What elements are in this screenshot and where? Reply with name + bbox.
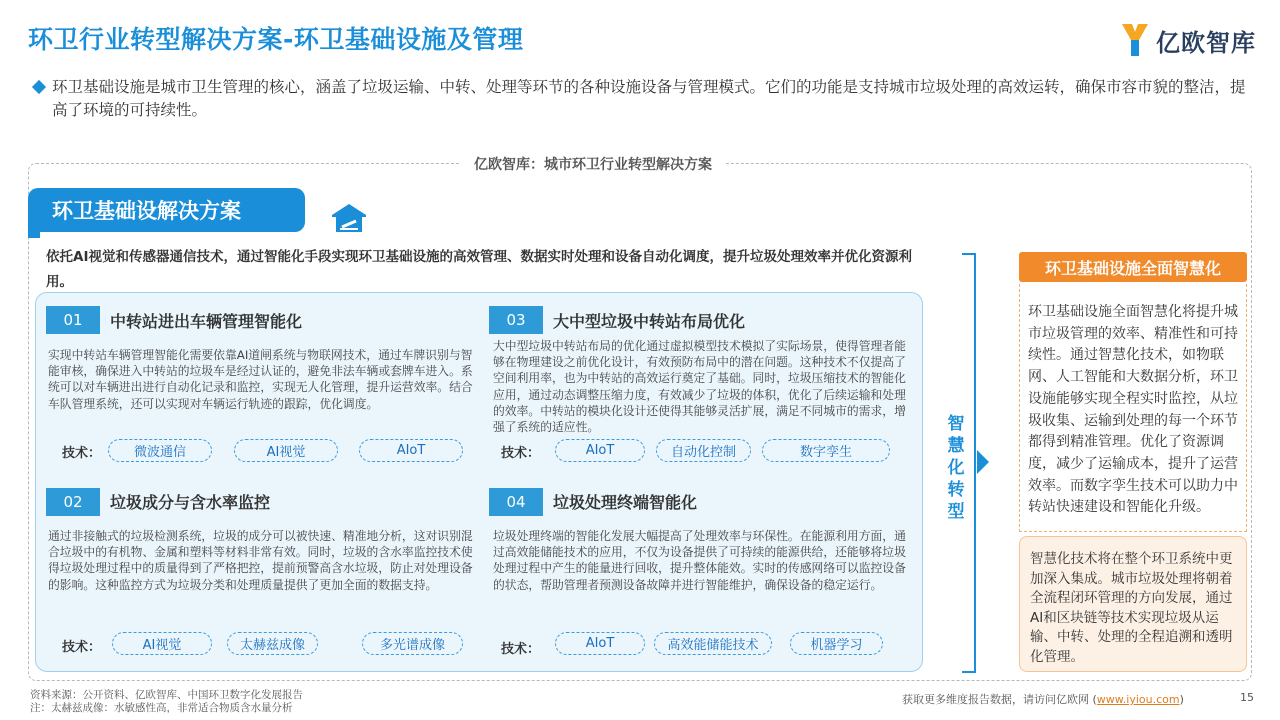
right-text-upper: 环卫基础设施全面智慧化将提升城市垃圾管理的效率、精准性和可持续性。通过智慧化技术，如物联网、人工智能和大数据分析，环卫设施能够实现全程实时监控，从垃圾收集、运输到处理的每一个环节都得到精准管理。优化了资源调度，减少了运输成本，提升了运营效率。而数字孪生技术可以助力中转站快速建设和智能化升级。 — [1028, 304, 1238, 516]
item-01-body: 实现中转站车辆管理智能化需要依靠AI道闸系统与物联网技术，通过车牌识别与智能审核，确保进入中转站的垃圾车是经过认证的，避免非法车辆或套牌车进入。系统可以对车辆进出进行自动化记录和监控，实现无人化管理，提升运营效率。结合车队管理系统，还可以实现对车辆运行轨迹的跟踪，优化调度。 — [48, 348, 473, 411]
item-04-title: 垃圾处理终端智能化 — [553, 493, 698, 512]
item-04-tag-1: AIoT — [555, 632, 645, 655]
logo-icon — [1120, 22, 1150, 58]
item-03-number: 03 — [489, 306, 543, 334]
item-04-tag-2: 高效能储能技术 — [654, 632, 772, 655]
logo — [1120, 20, 1260, 60]
item-03-tag-1: AIoT — [555, 439, 645, 462]
item-04-number: 04 — [489, 488, 543, 516]
bullet-diamond-icon — [32, 80, 46, 94]
right-header: 环卫基础设施全面智慧化 — [1019, 252, 1247, 282]
solution-tab-foot — [28, 232, 40, 238]
right-text-lower: 智慧化技术将在整个环卫系统中更加深入集成。城市垃圾处理将朝着全流程闭环管理的方向发展，通过AI和区块链等技术实现垃圾从运输、中转、处理的全程追溯和透明化管理。 — [1030, 551, 1233, 665]
item-02-tag-1: AI视觉 — [112, 632, 212, 655]
item-03-tag-3: 数字孪生 — [762, 439, 890, 462]
item-02-body: 通过非接触式的垃圾检测系统，垃圾的成分可以被快速、精准地分析，这对识别混合垃圾中的有机物、金属和塑料等材料非常有效。同时，垃圾的含水率监控技术使得垃圾处理过程中的质量得到了严格把控，提前预警高含水垃圾，防止对处理设备的影响。这种监控方式为垃圾分类和处理质量提供了更加全面的数据支持。 — [48, 529, 473, 592]
intro — [34, 76, 1254, 122]
item-03-tech-label: 技术： — [501, 446, 541, 461]
item-03-title: 大中型垃圾中转站布局优化 — [553, 312, 746, 331]
footer-source: 资料来源：公开资料、亿欧智库、中国环卫数字化发展报告 注：太赫兹成像：水敏感性高，非常适合物质含水量分析 — [30, 689, 303, 714]
item-01-title: 中转站进出车辆管理智能化 — [110, 312, 303, 331]
item-01-number: 01 — [46, 306, 100, 334]
item-02-tag-3: 多光谱成像 — [362, 632, 463, 655]
transform-label: 智 慧 化 转 型 — [947, 414, 965, 522]
item-02-number: 02 — [46, 488, 100, 516]
solution-lead: 依托AI视觉和传感器通信技术，通过智能化手段实现环卫基础设施的高效管理、数据实时处理和设备自动化调度，提升垃圾处理效率并优化资源利用。 — [46, 249, 912, 290]
logo-text: 亿欧智库 — [1156, 28, 1256, 57]
footer-more: 获取更多维度报告数据，请访问亿欧网 (www.iyiou.com) — [902, 693, 1184, 706]
item-04-tag-3: 机器学习 — [790, 632, 883, 655]
item-01-tag-3: AIoT — [359, 439, 463, 462]
item-01-tag-1: 微波通信 — [108, 439, 212, 462]
solution-tab: 环卫基础设解决方案 — [28, 188, 305, 232]
house-icon — [330, 203, 368, 233]
frame-title: 亿欧智库：城市环卫行业转型解决方案 — [460, 154, 726, 174]
intro-text: 环卫基础设施是城市卫生管理的核心，涵盖了垃圾运输、中转、处理等环节的各种设施设备与管理模式。它们的功能是支持城市垃圾处理的高效运转，确保市容市貌的整洁，提高了环境的可持续性。 — [52, 78, 1246, 119]
page-number: 15 — [1240, 691, 1254, 704]
page-title: 环卫行业转型解决方案-环卫基础设施及管理 — [28, 25, 524, 54]
item-02-title: 垃圾成分与含水率监控 — [110, 493, 271, 512]
item-02-tag-2: 太赫兹成像 — [227, 632, 318, 655]
item-04-tech-label: 技术： — [501, 642, 541, 657]
item-03-tag-2: 自动化控制 — [656, 439, 751, 462]
item-03-body: 大中型垃圾中转站布局的优化通过虚拟模型技术模拟了实际场景，使得管理者能够在物理建设之前优化设计，有效预防布局中的潜在问题。这种技术不仅提高了空间利用率，也为中转站的高效运行奠定了基础。同时，垃圾压缩技术的智能化应用，通过动态调整压缩力度，有效减少了垃圾的体积，优化了后续运输和处理的效率。中转站的模块化设计还使得其能够灵活扩展，满足不同城市的需求，增强了系统的适应性。 — [493, 339, 906, 435]
item-02-tech-label: 技术： — [62, 640, 102, 655]
item-04-body: 垃圾处理终端的智能化发展大幅提高了处理效率与环保性。在能源利用方面，通过高效能储能技术的应用，不仅为设备提供了可持续的能源供给，还能够将垃圾处理过程中产生的能量进行回收，提升整体能效。实时的传感网络可以监控设备的状态，帮助管理者预测设备故障并进行智能维护，确保设备的稳定运行。 — [493, 529, 906, 592]
item-01-tech-label: 技术： — [62, 446, 102, 461]
website-link[interactable]: www.iyiou.com — [1096, 693, 1180, 706]
item-01-tag-2: AI视觉 — [234, 439, 338, 462]
arrow-right-icon — [977, 450, 989, 474]
